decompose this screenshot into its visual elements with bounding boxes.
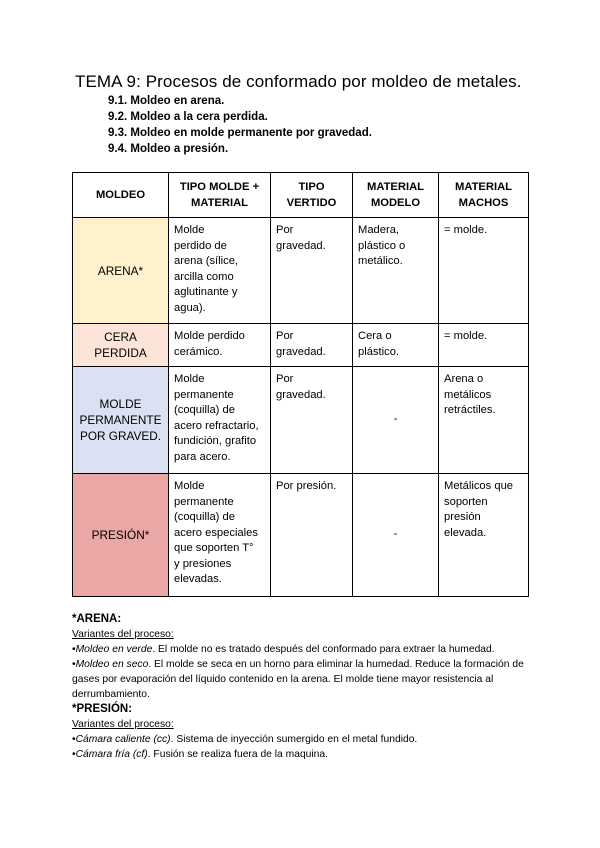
cell-tipo-molde: Molde permanente (coquilla) de acero refractario, fundición, grafito para acero.: [169, 367, 271, 474]
row-head-presion: PRESIÓN*: [73, 474, 169, 597]
variant-text: . El molde se seca en un horno para eliminar la humedad. Reduce la formación de gases por evaporación del líquido contenido en la arena. El molde tiene mayor resistencia al derrumbamiento.: [72, 659, 524, 700]
toc-item: 9.4. Moldeo a presión.: [108, 143, 229, 155]
cell-tipo-molde: Molde permanente (coquilla) de acero especiales que soporten T° y presiones elevadas.: [169, 474, 271, 597]
header-tipo-vertido: TIPO VERTIDO: [271, 173, 353, 218]
list-item: [72, 732, 542, 747]
table-header-row: [73, 173, 529, 218]
bullet: •: [72, 659, 76, 670]
table-row: [73, 367, 529, 474]
toc-item: 9.3. Moldeo en molde permanente por gravedad.: [108, 127, 372, 139]
toc-item: 9.2. Moldeo a la cera perdida.: [108, 111, 268, 123]
bullet: •: [72, 734, 76, 745]
cell-tipo-molde: Molde perdido cerámico.: [169, 324, 271, 367]
page-title: TEMA 9: Procesos de conformado por moldeo de metales.: [75, 72, 522, 91]
bullet: •: [72, 749, 76, 760]
variant-text: . Sistema de inyección sumergido en el metal fundido.: [170, 734, 418, 745]
cell-vertido: Por gravedad.: [271, 367, 353, 474]
table-row: [73, 324, 529, 367]
arena-note-heading: *ARENA:: [72, 613, 122, 625]
cell-machos: = molde.: [439, 324, 529, 367]
header-material-modelo: MATERIAL MODELO: [353, 173, 439, 218]
variant-term: Cámara caliente (cc): [75, 734, 171, 745]
notes-section: [72, 612, 542, 762]
cell-vertido: Por gravedad.: [271, 218, 353, 324]
variant-term: Moldeo en verde: [75, 644, 153, 655]
cell-vertido: Por presión.: [271, 474, 353, 597]
header-moldeo: MOLDEO: [73, 173, 169, 218]
row-head-arena: ARENA*: [73, 218, 169, 324]
row-head-molde-permanente: MOLDE PERMANENTE POR GRAVED.: [73, 367, 169, 474]
arena-variants-subheading: Variantes del proceso:: [72, 629, 174, 640]
cell-modelo: -: [353, 474, 439, 597]
cell-modelo: Cera o plástico.: [353, 324, 439, 367]
variant-term: Moldeo en seco: [75, 659, 149, 670]
toc-item: 9.1. Moldeo en arena.: [108, 95, 225, 107]
list-item: [72, 657, 542, 702]
list-item: [72, 642, 542, 657]
cell-machos: = molde.: [439, 218, 529, 324]
variant-term: Cámara fría (cf): [75, 749, 148, 760]
variant-text: . Fusión se realiza fuera de la maquina.: [147, 749, 328, 760]
moldeo-table: [72, 172, 529, 597]
variant-text: . El molde no es tratado después del conformado para extraer la humedad.: [152, 644, 495, 655]
bullet: •: [72, 644, 76, 655]
header-tipo-molde: TIPO MOLDE + MATERIAL: [169, 173, 271, 218]
table-row: [73, 218, 529, 324]
cell-tipo-molde: Molde perdido de arena (sílice, arcilla como aglutinante y agua).: [169, 218, 271, 324]
table-row: [73, 474, 529, 597]
cell-machos: Arena o metálicos retráctiles.: [439, 367, 529, 474]
cell-vertido: Por gravedad.: [271, 324, 353, 367]
presion-variants-subheading: Variantes del proceso:: [72, 719, 174, 730]
cell-modelo: -: [353, 367, 439, 474]
table-of-contents: [108, 93, 372, 157]
presion-note-heading: *PRESIÓN:: [72, 703, 133, 715]
cell-modelo: Madera, plástico o metálico.: [353, 218, 439, 324]
header-material-machos: MATERIAL MACHOS: [439, 173, 529, 218]
list-item: [72, 747, 542, 762]
row-head-cera-perdida: CERA PERDIDA: [73, 324, 169, 367]
cell-machos: Metálicos que soporten presión elevada.: [439, 474, 529, 597]
